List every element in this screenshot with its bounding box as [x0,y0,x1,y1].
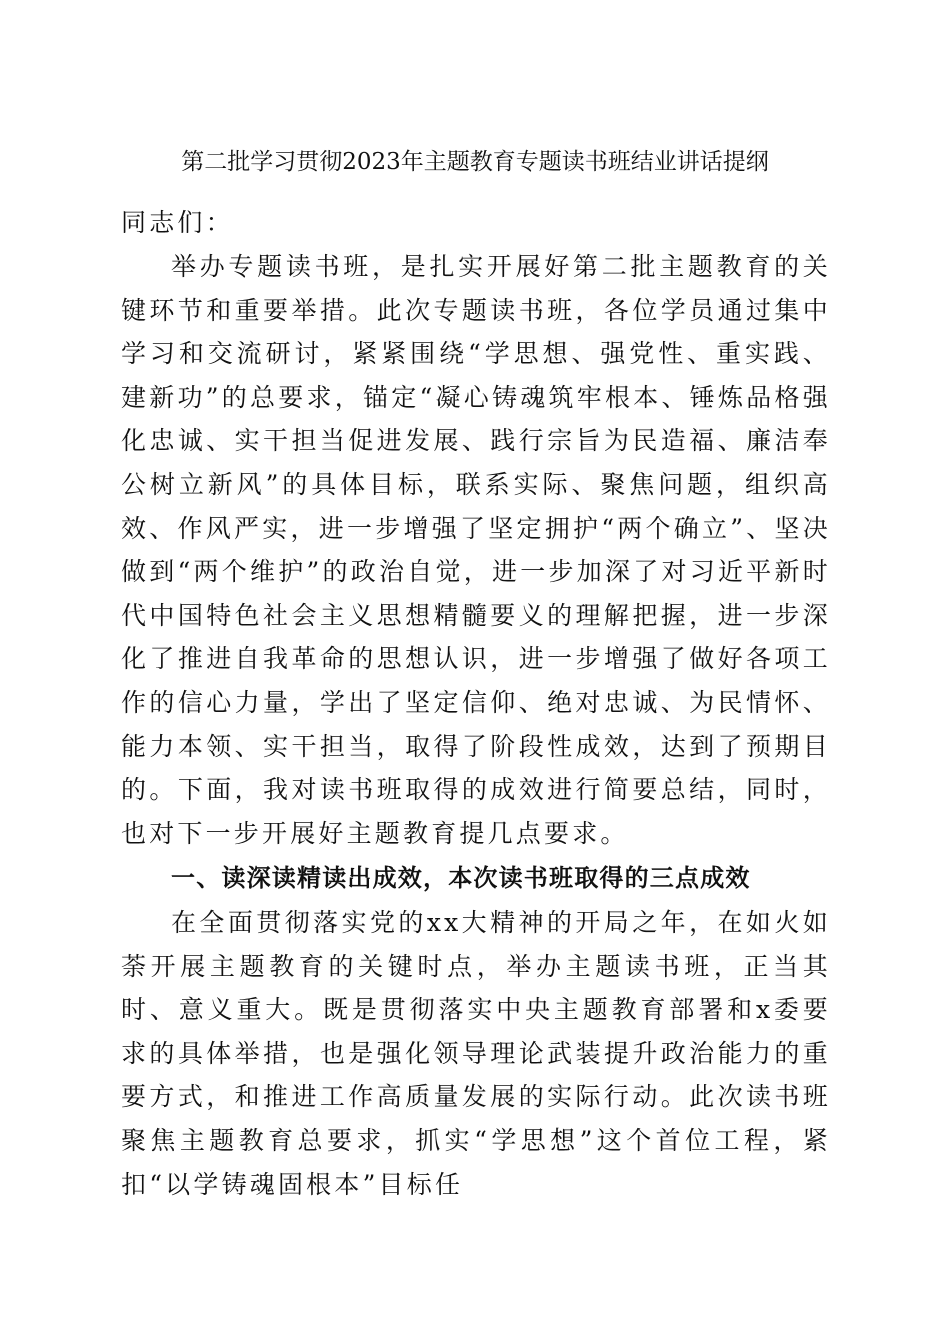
document-title: 第二批学习贯彻2023年主题教育专题读书班结业讲话提纲 [181,149,769,175]
paragraph-1: 举办专题读书班，是扎实开展好第二批主题教育的关键环节和重要举措。此次专题读书班，各位学员通过集中学习和交流研讨，紧紧围绕“学思想、强党性、重实践、建新功”的总要求，锚定“凝心铸魂筑牢根本、锤炼品格强化忠诚、实干担当促进发展、践行宗旨为民造福、廉洁奉公树立新风”的具体目标，联系实际、聚焦问题，组织高效、作风严实，进一步增强了坚定拥护“两个确立”、坚决做到“两个维护”的政治自觉，进一步加深了对习近平新时代中国特色社会主义思想精髓要义的理解把握，进一步深化了推进自我革命的思想认识，进一步增强了做好各项工作的信心力量，学出了坚定信仰、绝对忠诚、为民情怀、能力本领、实干担当，取得了阶段性成效，达到了预期目的。下面，我对读书班取得的成效进行简要总结，同时，也对下一步开展好主题教育提几点要求。 [121,252,831,848]
section-1-heading: 一、读深读精读出成效，本次读书班取得的三点成效 [171,864,751,892]
paragraph-2: 在全面贯彻落实党的xx大精神的开局之年，在如火如荼开展主题教育的关键时点，举办主题读书班，正当其时、意义重大。既是贯彻落实中央主题教育部署和x委要求的具体举措，也是强化领导理论武装提升政治能力的重要方式，和推进工作高质量发展的实际行动。此次读书班聚焦主题教育总要求，抓实“学思想”这个首位工程，紧扣“以学铸魂固根本”目标任 [121,908,831,1199]
salutation: 同志们： [121,208,234,237]
